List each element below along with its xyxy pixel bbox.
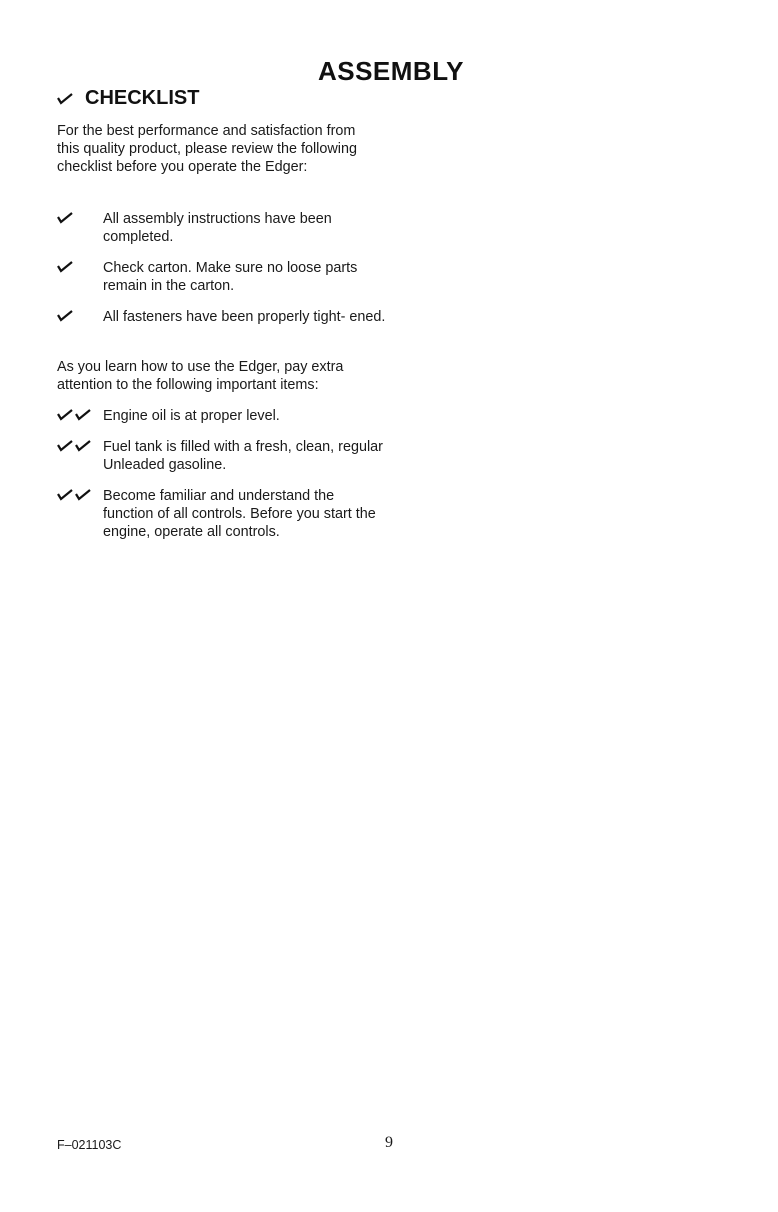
list-item [57, 259, 387, 295]
checklist-list [57, 210, 387, 339]
list-item-text: All fasteners have been properly tight- ened. [103, 309, 386, 325]
middle-paragraph: As you learn how to use the Edger, pay extra attention to the following important items: [57, 359, 344, 393]
checkmark-icon [57, 212, 73, 224]
checkmark-icon [57, 310, 73, 322]
section-heading [57, 87, 199, 110]
list-item [57, 210, 387, 246]
list-item [57, 487, 387, 541]
intro-paragraph: For the best performance and satisfaction from this quality product, please review the following checklist before you operate the Edger: [57, 123, 357, 175]
checkmark-icon [57, 489, 73, 501]
list-item-text: Become familiar and understand the function of all controls. Before you start the engine, operate all controls. [103, 488, 376, 540]
checkmark-icon [75, 440, 91, 452]
list-item [57, 438, 387, 474]
checklist-heading: CHECKLIST [85, 87, 200, 109]
checkmark-icon [57, 440, 73, 452]
checkmark-icon [57, 261, 73, 273]
checkmark-icon [57, 409, 73, 421]
important-items-list [57, 407, 387, 554]
list-item-text: Engine oil is at proper level. [103, 408, 280, 424]
list-item [57, 407, 387, 425]
page-number: 9 [385, 1134, 393, 1151]
list-item [57, 308, 387, 326]
checkmark-icon [57, 93, 73, 105]
document-code: F–021103C [57, 1138, 122, 1152]
list-item-text: All assembly instructions have been completed. [103, 211, 332, 245]
page-title: ASSEMBLY [317, 56, 465, 86]
list-item-text: Fuel tank is filled with a fresh, clean, regular Unleaded gasoline. [103, 439, 383, 473]
list-item-text: Check carton. Make sure no loose parts remain in the carton. [103, 260, 358, 294]
checkmark-icon [75, 489, 91, 501]
checkmark-icon [75, 409, 91, 421]
